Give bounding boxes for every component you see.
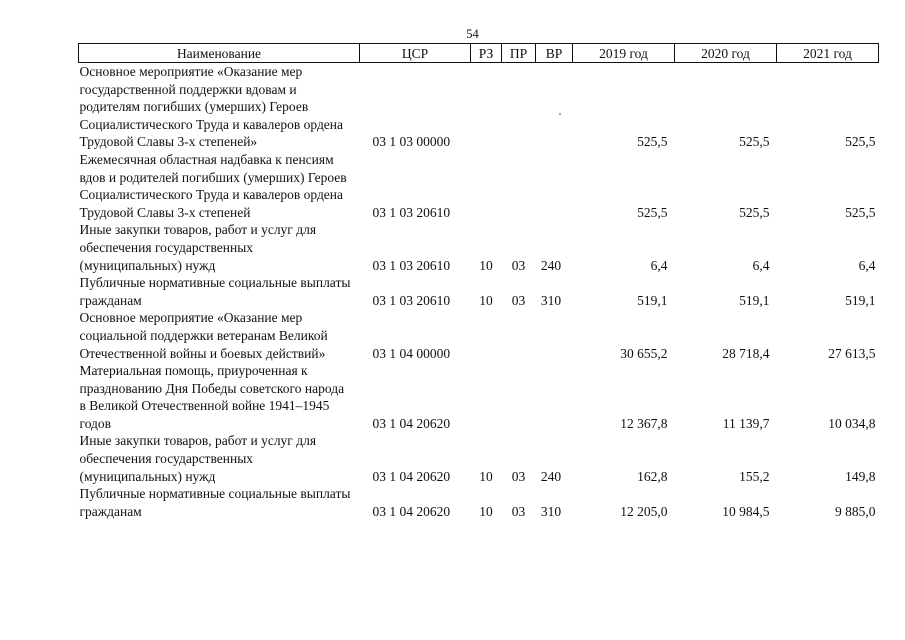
page-number: 54: [466, 27, 479, 41]
row-csr: 03 1 04 20620: [372, 415, 451, 431]
table-row: [79, 362, 879, 432]
table-row: [79, 151, 879, 221]
row-name: Основное мероприятие «Оказание мер государственной поддержки вдовам и родителям погибших (умерших) Героев Социалистического Труда и кавалеров ордена Трудовой Славы 3-х степеней»: [79, 64, 344, 150]
header-name: Наименование: [79, 44, 360, 63]
row-2020: 525,5: [739, 204, 770, 220]
row-name: Ежемесячная областная надбавка к пенсиям вдов и родителей погибших (умерших) Героев Социалистического Труда и кавалеров ордена Трудовой Славы 3-х степеней: [79, 151, 347, 220]
row-2019: 30 655,2: [620, 345, 668, 361]
row-pr: [502, 63, 536, 151]
row-pr: 03: [511, 503, 526, 519]
row-2019: 6,4: [650, 257, 668, 273]
row-pr: [502, 151, 536, 221]
row-csr: 03 1 03 20610: [372, 257, 451, 273]
row-2021: 525,5: [845, 204, 876, 220]
row-vr: 310: [540, 292, 562, 308]
row-csr: 03 1 03 20610: [372, 292, 451, 308]
row-name: Материальная помощь, приуроченная к празднованию Дня Победы советского народа в Великой Отечественной войне 1941–1945 годов: [79, 363, 345, 431]
row-rz: 10: [479, 503, 493, 519]
header-2020: 2020 год: [675, 44, 777, 63]
row-rz: [471, 362, 502, 432]
row-name: Публичные нормативные социальные выплаты гражданам: [79, 275, 351, 308]
header-2019: 2019 год: [573, 44, 675, 63]
row-rz: 10: [479, 257, 493, 273]
row-csr: 03 1 03 20610: [372, 204, 451, 220]
header-2021: 2021 год: [777, 44, 879, 63]
row-2020: 11 139,7: [722, 415, 770, 431]
row-2020: 28 718,4: [722, 345, 770, 361]
row-rz: [471, 151, 502, 221]
table-row: [79, 432, 879, 485]
table-header-row: [79, 44, 879, 63]
row-2020: 519,1: [739, 292, 770, 308]
table-row: [79, 221, 879, 274]
row-2021: 519,1: [845, 292, 876, 308]
row-2020: 10 984,5: [722, 503, 770, 519]
row-rz: [471, 309, 502, 362]
row-vr: 240: [540, 468, 562, 484]
row-name: Публичные нормативные социальные выплаты гражданам: [79, 486, 351, 519]
header-vr: ВР: [536, 44, 573, 63]
table-row: [79, 309, 879, 362]
table-row: [79, 63, 879, 151]
row-rz: 10: [479, 468, 493, 484]
table-row: [79, 274, 879, 309]
row-pr: [502, 362, 536, 432]
row-2020: 6,4: [752, 257, 770, 273]
row-2019: 12 367,8: [620, 415, 668, 431]
row-2021: 10 034,8: [828, 415, 876, 431]
row-2020: 155,2: [739, 468, 770, 484]
row-vr: [536, 309, 573, 362]
row-pr: 03: [511, 292, 526, 308]
table-row: [79, 485, 879, 520]
row-2021: 27 613,5: [828, 345, 876, 361]
row-2021: 6,4: [858, 257, 876, 273]
row-name: Иные закупки товаров, работ и услуг для обеспечения государственных (муниципальных) нужд: [79, 433, 317, 484]
row-2019: 525,5: [637, 204, 668, 220]
row-2019: 519,1: [637, 292, 668, 308]
row-vr: 240: [540, 257, 562, 273]
row-vr: [536, 151, 573, 221]
row-2021: 149,8: [845, 468, 876, 484]
row-name: Иные закупки товаров, работ и услуг для обеспечения государственных (муниципальных) нужд: [79, 222, 317, 273]
row-name: Основное мероприятие «Оказание мер социальной поддержки ветеранам Великой Отечественной войны и боевых действий»: [79, 310, 328, 361]
row-pr: 03: [511, 257, 526, 273]
row-vr: [536, 362, 573, 432]
row-vr: [536, 63, 573, 151]
row-csr: 03 1 04 00000: [372, 345, 451, 361]
row-csr: 03 1 04 20620: [372, 503, 451, 519]
row-csr: 03 1 04 20620: [372, 468, 451, 484]
row-vr: 310: [540, 503, 562, 519]
row-rz: 10: [479, 292, 493, 308]
row-rz: [471, 63, 502, 151]
row-2021: 9 885,0: [835, 503, 876, 519]
header-rz: РЗ: [471, 44, 502, 63]
header-csr: ЦСР: [360, 44, 471, 63]
row-pr: 03: [511, 468, 526, 484]
header-pr: ПР: [502, 44, 536, 63]
row-pr: [502, 309, 536, 362]
row-2019: 12 205,0: [620, 503, 668, 519]
row-2019: 525,5: [637, 134, 668, 150]
row-2021: 525,5: [845, 134, 876, 150]
budget-table: [78, 43, 879, 520]
row-2020: 525,5: [739, 134, 770, 150]
row-2019: 162,8: [637, 468, 668, 484]
row-csr: 03 1 03 00000: [372, 134, 451, 150]
